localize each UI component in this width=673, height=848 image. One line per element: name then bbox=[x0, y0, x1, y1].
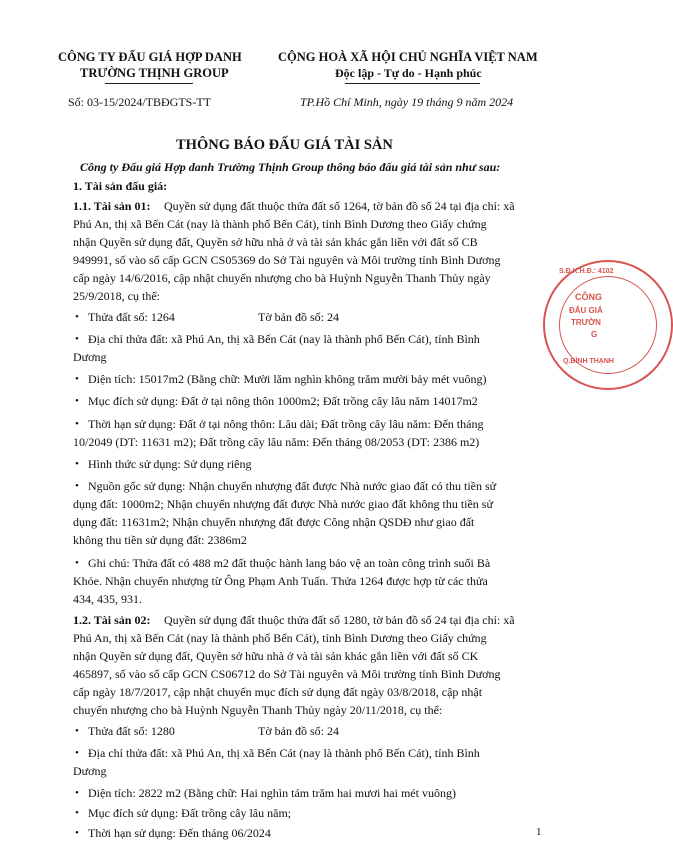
asset1-area: Diện tích: 15017m2 (Bằng chữ: Mười lăm nghìn không trăm mười bảy mét vuông) bbox=[88, 372, 487, 386]
asset1-label: 1.1. Tài sản 01: bbox=[73, 199, 151, 213]
intro-text: Công ty Đấu giá Hợp danh Trường Thịnh Group thông báo đấu giá tài sản như sau: bbox=[80, 160, 501, 174]
asset1-line: nhận Quyền sử dụng đất, Quyền sở hữu nhà ở và tài sản khác gắn liền với đất số CB bbox=[73, 235, 478, 249]
asset1-usage-form: Hình thức sử dụng: Sử dụng riêng bbox=[88, 457, 252, 471]
asset1-map-sheet: Tờ bản đồ số: 24 bbox=[258, 310, 340, 324]
company-name-line2: TRƯỜNG THỊNH GROUP bbox=[80, 66, 229, 80]
asset2-address: Dương bbox=[73, 764, 107, 778]
seal-text: G bbox=[591, 330, 598, 339]
seal-text: TRƯỜN bbox=[571, 318, 601, 327]
bullet-icon: • bbox=[75, 787, 79, 799]
republic-motto: Độc lập - Tự do - Hạnh phúc bbox=[335, 66, 482, 80]
asset2-label: 1.2. Tài sản 02: bbox=[73, 613, 151, 627]
bullet-icon: • bbox=[75, 827, 79, 839]
bullet-icon: • bbox=[75, 373, 79, 385]
bullet-icon: • bbox=[75, 557, 79, 569]
asset1-origin: dụng đất: 1000m2; Nhận chuyển nhượng đất được Nhà nước giao đất không thu tiền sử bbox=[73, 497, 493, 511]
bullet-icon: • bbox=[75, 333, 79, 345]
asset1-origin: không thu tiền sử dụng đất: 2386m2 bbox=[73, 533, 247, 547]
asset1-note: Ghi chú: Thửa đất có 488 m2 đất thuộc hành lang bảo vệ an toàn công trình suối Bà bbox=[88, 556, 491, 570]
asset2-line: 465897, số vào sổ cấp GCN CS06712 do Sở Tài nguyên và Môi trường tỉnh Bình Dương bbox=[73, 667, 501, 681]
seal-registration-text: S.Đ.K.H.Đ.: 4102 bbox=[559, 268, 614, 275]
asset2-line: cấp ngày 18/7/2017, cập nhật chuyển mục đích sử dụng đất ngày 03/8/2018, cập nhật bbox=[73, 685, 483, 699]
section-1-heading: 1. Tài sản đấu giá: bbox=[73, 179, 168, 193]
asset1-address: Địa chỉ thửa đất: xã Phú An, thị xã Bến Cát (nay là thành phố Bến Cát), tỉnh Bình bbox=[88, 332, 480, 346]
seal-text: ĐẤU GIÁ bbox=[569, 306, 603, 315]
bullet-icon: • bbox=[75, 418, 79, 430]
asset1-term: 10/2049 (DT: 11631 m2); Đất trồng cây lâu năm: Đến tháng 08/2053 (DT: 2386 m2) bbox=[73, 435, 480, 449]
asset2-term: Thời hạn sử dụng: Đến tháng 06/2024 bbox=[88, 826, 271, 840]
place-date: TP.Hồ Chí Minh, ngày 19 tháng 9 năm 2024 bbox=[300, 95, 514, 109]
asset1-note: Khỏe. Nhận chuyển nhượng từ Ông Phạm Anh Tuấn. Thửa 1264 được hợp từ các thửa bbox=[73, 574, 488, 588]
asset2-purpose: Mục đích sử dụng: Đất trồng cây lâu năm; bbox=[88, 806, 292, 820]
bullet-icon: • bbox=[75, 458, 79, 470]
asset2-line: Quyền sử dụng đất thuộc thửa đất số 1280, tờ bản đồ số 24 tại địa chỉ: xã bbox=[164, 613, 515, 627]
asset2-line: chuyển nhượng cho bà Huỳnh Nguyễn Thanh Thủy ngày 20/11/2018, cụ thể: bbox=[73, 703, 443, 717]
asset2-parcel-number: Thửa đất số: 1280 bbox=[88, 724, 175, 738]
asset1-note: 434, 435, 931. bbox=[73, 592, 142, 606]
motto-underline bbox=[345, 83, 480, 84]
company-seal bbox=[543, 260, 673, 390]
asset1-term: Thời hạn sử dụng: Đất ở tại nông thôn: Lâu dài; Đất trồng cây lâu năm: Đến tháng bbox=[88, 417, 484, 431]
asset1-address: Dương bbox=[73, 350, 107, 364]
asset2-line: nhận Quyền sử dụng đất, Quyền sở hữu nhà ở và tài sản khác gắn liền với đất số CK bbox=[73, 649, 479, 663]
asset1-purpose: Mục đích sử dụng: Đất ở tại nông thôn 1000m2; Đất trồng cây lâu năm 14017m2 bbox=[88, 394, 478, 408]
bullet-icon: • bbox=[75, 395, 79, 407]
asset1-parcel-number: Thửa đất số: 1264 bbox=[88, 310, 175, 324]
asset1-line: Quyền sử dụng đất thuộc thửa đất số 1264, tờ bản đồ số 24 tại địa chỉ: xã bbox=[164, 199, 515, 213]
asset2-address: Địa chỉ thửa đất: xã Phú An, thị xã Bến Cát (nay là thành phố Bến Cát), tỉnh Bình bbox=[88, 746, 480, 760]
asset2-area: Diện tích: 2822 m2 (Bằng chữ: Hai nghìn tám trăm hai mươi hai mét vuông) bbox=[88, 786, 456, 800]
seal-district-text: Q.BÌNH THẠNH bbox=[563, 358, 614, 365]
bullet-icon: • bbox=[75, 747, 79, 759]
bullet-icon: • bbox=[75, 725, 79, 737]
asset2-map-sheet: Tờ bản đồ số: 24 bbox=[258, 724, 340, 738]
company-underline bbox=[105, 83, 193, 84]
seal-text: CÔNG bbox=[575, 292, 602, 302]
asset1-line: 25/9/2018, cụ thể: bbox=[73, 289, 160, 303]
asset1-line: Phú An, thị xã Bến Cát (nay là thành phố Bến Cát), tỉnh Bình Dương theo Giấy chứng bbox=[73, 217, 487, 231]
republic-title: CỘNG HOÀ XÃ HỘI CHỦ NGHĨA VIỆT NAM bbox=[278, 50, 538, 64]
bullet-icon: • bbox=[75, 311, 79, 323]
bullet-icon: • bbox=[75, 807, 79, 819]
asset1-line: cấp ngày 14/6/2016, cập nhật chuyển nhượng cho bà Huỳnh Nguyễn Thanh Thủy ngày bbox=[73, 271, 491, 285]
document-title: THÔNG BÁO ĐẤU GIÁ TÀI SẢN bbox=[176, 137, 393, 153]
asset1-origin: dụng đất: 11631m2; Nhận chuyển nhượng đất được Công nhận QSDĐ như giao đất bbox=[73, 515, 475, 529]
bullet-icon: • bbox=[75, 480, 79, 492]
document-number: Số: 03-15/2024/TBĐGTS-TT bbox=[68, 95, 211, 109]
page-number: 1 bbox=[536, 826, 542, 838]
company-name-line1: CÔNG TY ĐẤU GIÁ HỢP DANH bbox=[58, 50, 242, 64]
asset2-line: Phú An, thị xã Bến Cát (nay là thành phố Bến Cát), tỉnh Bình Dương theo Giấy chứng bbox=[73, 631, 487, 645]
asset1-line: 949991, số vào sổ cấp GCN CS05369 do Sở Tài nguyên và Môi trường tỉnh Bình Dương bbox=[73, 253, 501, 267]
asset1-origin: Nguồn gốc sử dụng: Nhận chuyển nhượng đất được Nhà nước giao đất có thu tiền sử bbox=[88, 479, 497, 493]
